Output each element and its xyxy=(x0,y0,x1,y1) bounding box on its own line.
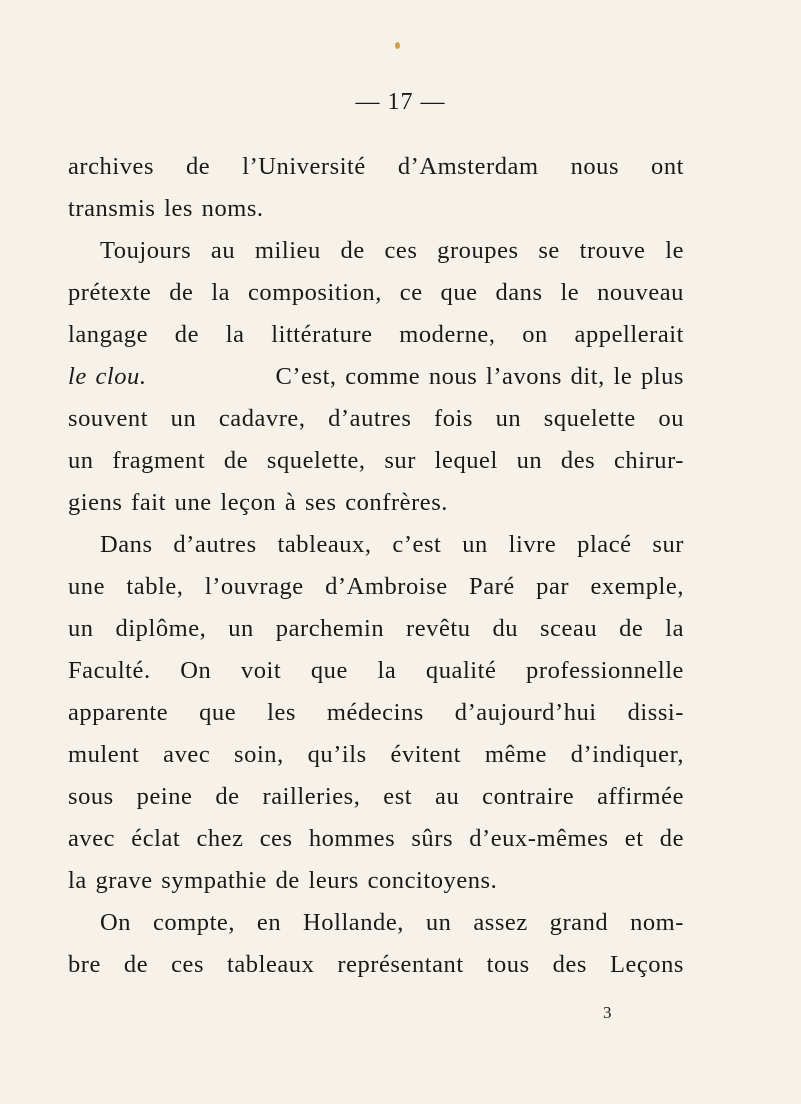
text-line-6-rest: C’est, comme nous l’avons dit, le plus xyxy=(275,363,684,390)
text-line-10: Dans d’autres tableaux, c’est un livre placé sur xyxy=(100,531,684,558)
italic-phrase: le clou. xyxy=(68,363,147,390)
text-line-13: Faculté. On voit que la qualité professionnelle xyxy=(68,657,684,684)
text-line-2: transmis les noms. xyxy=(68,195,264,222)
text-line-12: un diplôme, un parchemin revêtu du sceau de la xyxy=(68,615,684,642)
text-line-18: la grave sympathie de leurs concitoyens. xyxy=(68,867,498,894)
text-line-20: bre de ces tableaux représentant tous des Leçons xyxy=(68,951,684,978)
text-line-5: langage de la littérature moderne, on appellerait xyxy=(68,321,684,348)
text-line-19: On compte, en Hollande, un assez grand nom- xyxy=(100,909,684,936)
signature-mark: 3 xyxy=(603,1003,612,1022)
text-line-16: sous peine de railleries, est au contraire affirmée xyxy=(68,783,684,810)
text-line-3: Toujours au milieu de ces groupes se trouve le xyxy=(100,237,684,264)
text-line-15: mulent avec soin, qu’ils évitent même d’indiquer, xyxy=(68,741,684,768)
ink-speck xyxy=(395,42,400,49)
page-number: — 17 — xyxy=(355,89,446,115)
text-line-4: prétexte de la composition, ce que dans le nouveau xyxy=(68,279,684,306)
text-line-11: une table, l’ouvrage d’Ambroise Paré par exemple, xyxy=(68,573,684,600)
text-line-8: un fragment de squelette, sur lequel un des chirur- xyxy=(68,447,684,474)
text-line-9: giens fait une leçon à ses confrères. xyxy=(68,489,448,516)
text-line-1: archives de l’Université d’Amsterdam nous ont xyxy=(68,153,684,180)
text-line-7: souvent un cadavre, d’autres fois un squelette ou xyxy=(68,405,684,432)
text-line-17: avec éclat chez ces hommes sûrs d’eux-mêmes et de xyxy=(68,825,684,852)
text-line-6 xyxy=(68,360,684,394)
text-line-14: apparente que les médecins d’aujourd’hui dissi- xyxy=(68,699,684,726)
